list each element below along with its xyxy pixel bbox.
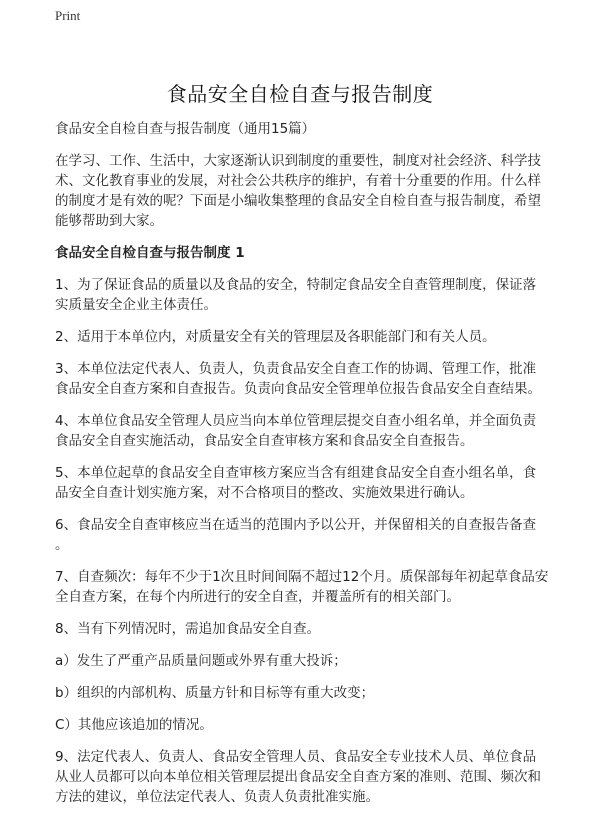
intro-line: 的制度才是有效的呢？下面是小编收集整理的食品安全自检自查与报告制度，希望 xyxy=(55,193,541,209)
clause-line: 4、本单位食品安全管理人员应当向本单位管理层提交自查小组名单，并全面负责 xyxy=(55,413,537,429)
clause-line: 全自查方案，在每个内所进行的安全自查，并覆盖所有的相关部门。 xyxy=(55,589,460,605)
clause-line: 方法的建议，单位法定代表人、负责人负责批准实施。 xyxy=(55,789,379,805)
clause-line: 从业人员都可以向本单位相关管理层提出食品安全自查方案的准则、范围、频次和 xyxy=(55,769,541,785)
clause-paragraph xyxy=(55,619,550,639)
print-link[interactable]: Print xyxy=(55,8,81,23)
clause-line: 8、当有下列情况时，需追加食品安全自查。 xyxy=(55,621,321,637)
clause-line: 食品安全自查方案和自查报告。负责向食品安全管理单位报告食品安全自查结果。 xyxy=(55,381,541,397)
intro-line: 在学习、工作、生活中，大家逐渐认识到制度的重要性，制度对社会经济、科学技 xyxy=(55,153,541,169)
clause-paragraph xyxy=(55,747,550,807)
clause-line: 食品安全自查实施活动，食品安全自查审核方案和食品安全自查报告。 xyxy=(55,433,474,449)
clause-paragraph xyxy=(55,327,550,347)
intro-line: 能够帮助到大家。 xyxy=(55,213,163,229)
clause-line: 5、本单位起草的食品安全自查审核方案应当含有组建食品安全自查小组名单，食 xyxy=(55,465,537,481)
clause-paragraph xyxy=(55,567,550,607)
clause-paragraph xyxy=(55,651,550,671)
clause-line: 7、自查频次：每年不少于1次且时间间隔不超过12个月。质保部每年初起草食品安 xyxy=(55,569,549,585)
clause-paragraph xyxy=(55,411,550,451)
clause-line: a）发生了严重产品质量问题或外界有重大投诉； xyxy=(55,653,347,669)
clause-paragraph xyxy=(55,683,550,703)
paragraph-list xyxy=(55,275,550,807)
clause-line: 1、为了保证食品的质量以及食品的安全，特制定食品安全自查管理制度，保证落 xyxy=(55,277,537,293)
clause-paragraph xyxy=(55,515,550,555)
clause-line: 实质量安全企业主体责任。 xyxy=(55,297,217,313)
clause-line: 2、适用于本单位内，对质量安全有关的管理层及各职能部门和有关人员。 xyxy=(55,329,496,345)
intro-line: 术、文化教育事业的发展，对社会公共秩序的维护，有着十分重要的作用。什么样 xyxy=(55,173,541,189)
intro-paragraph xyxy=(55,151,550,231)
clause-line: 9、法定代表人、负责人、食品安全管理人员、食品安全专业技术人员、单位食品 xyxy=(55,749,537,765)
clause-paragraph xyxy=(55,275,550,315)
section-heading: 食品安全自检自查与报告制度 1 xyxy=(55,245,245,261)
clause-line: 3、本单位法定代表人、负责人，负责食品安全自查工作的协调、管理工作，批准 xyxy=(55,361,537,377)
clause-line: 品安全自查计划实施方案，对不合格项目的整改、实施效果进行确认。 xyxy=(55,485,474,501)
clause-line: 。 xyxy=(55,537,69,553)
clause-paragraph xyxy=(55,463,550,503)
document-body xyxy=(55,119,550,819)
clause-paragraph xyxy=(55,359,550,399)
document-subtitle: 食品安全自检自查与报告制度（通用15篇） xyxy=(55,121,316,137)
clause-paragraph xyxy=(55,715,550,735)
clause-line: 6、食品安全自查审核应当在适当的范围内予以公开，并保留相关的自查报告备查 xyxy=(55,517,537,533)
clause-line: C）其他应该追加的情况。 xyxy=(55,717,213,733)
clause-line: b）组织的内部机构、质量方针和目标等有重大改变； xyxy=(55,685,375,701)
document-title: 食品安全自检自查与报告制度 xyxy=(166,82,434,106)
